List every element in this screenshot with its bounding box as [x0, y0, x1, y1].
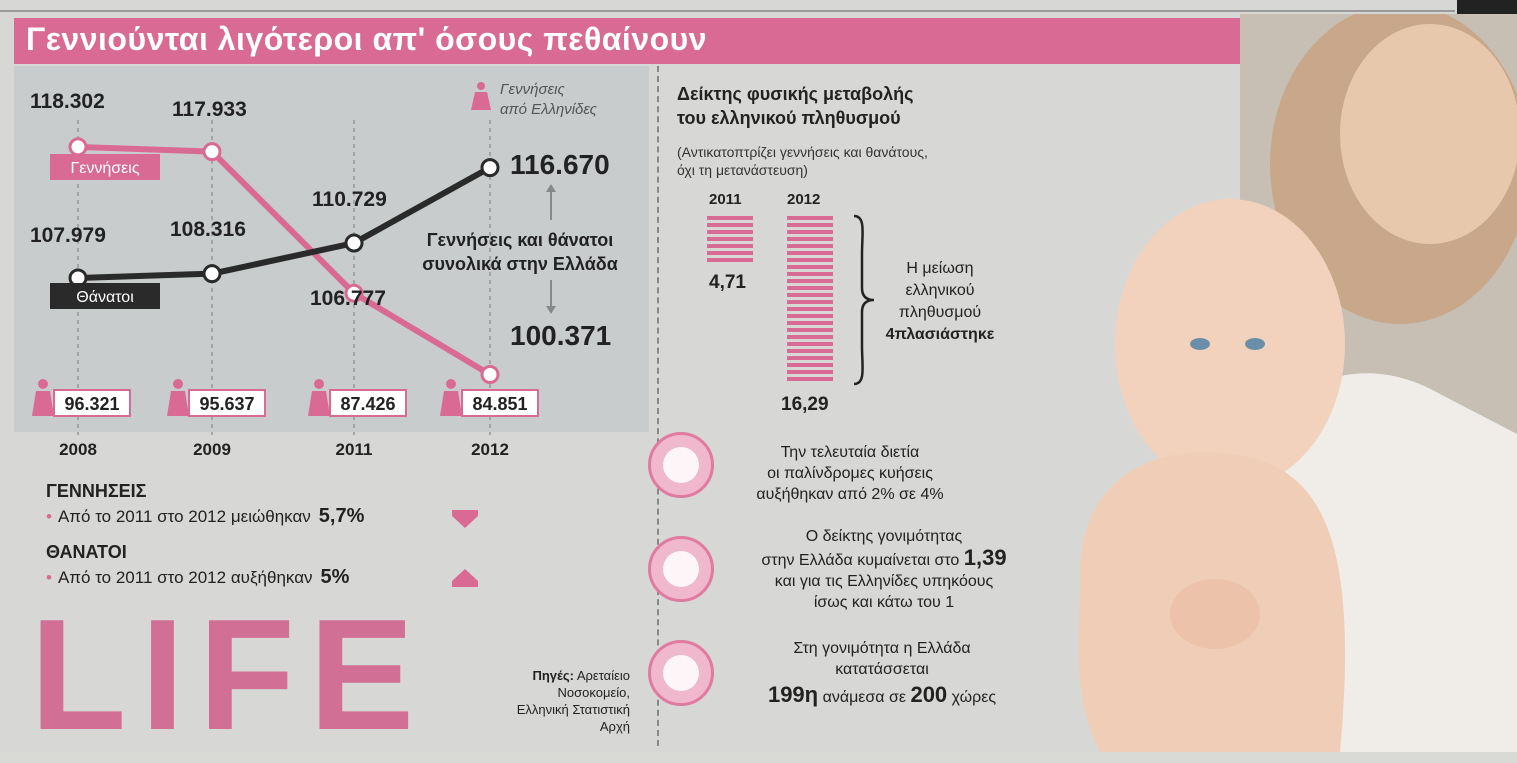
greek-births-value-2012: 84.851: [472, 394, 528, 414]
index-subtitle-line2: όχι τη μετανάστευση): [677, 162, 808, 178]
woman-icon-head-2012: [446, 379, 456, 389]
index-bar-stripe-2012: [787, 363, 833, 367]
index-bar-stripe-2012: [787, 342, 833, 346]
fact-1: [700, 442, 1000, 505]
column-separator: [657, 66, 659, 746]
index-bar-stripe-2011: [707, 244, 753, 248]
greek-births-value-2008: 96.321: [64, 394, 120, 414]
data-label-births-2009: 117.933: [172, 98, 247, 121]
index-bar-stripe-2012: [787, 216, 833, 220]
sources-label: Πηγές:: [532, 668, 574, 683]
index-bar-stripe-2012: [787, 244, 833, 248]
births-change: [46, 505, 364, 528]
fact-3-line2: κατατάσσεται: [835, 661, 929, 678]
fact-3: [722, 638, 1042, 708]
brace-line1: Η μείωση: [906, 260, 974, 277]
x-tick-2009: 2009: [193, 440, 231, 459]
fact-2: [714, 526, 1054, 613]
data-point-births-2009: [204, 144, 220, 160]
countries-count: 200: [910, 682, 948, 707]
sources-note: [450, 667, 630, 735]
curly-brace: [848, 214, 878, 386]
brace-line2: ελληνικού: [905, 282, 975, 299]
index-bar-stripe-2012: [787, 370, 833, 374]
fact-2-line1: Ο δείκτης γονιμότητας: [805, 528, 963, 545]
births-tag: Γεννήσεις: [70, 160, 140, 177]
deaths-tag: Θάνατοι: [76, 289, 134, 306]
x-tick-2011: 2011: [335, 440, 373, 459]
annotation-line1: Γεννήσεις και θάνατοι: [426, 230, 614, 250]
woman-icon-head-2008: [38, 379, 48, 389]
bullet-dot: •: [46, 568, 52, 587]
data-label-deaths-2011: 110.729: [312, 188, 387, 211]
index-bar-stripe-2012: [787, 349, 833, 353]
births-change-pct: 5,7%: [318, 505, 365, 527]
greek-births-value-2009: 95.637: [199, 394, 255, 414]
mother-baby-photo: [1040, 14, 1517, 752]
bar-value-2011: 4,71: [709, 272, 746, 293]
annotation-arrowhead-up: [546, 184, 556, 192]
x-tick-2008: 2008: [59, 440, 97, 459]
index-bar-stripe-2012: [787, 328, 833, 332]
women-legend-line2: από Ελληνίδες: [500, 101, 597, 118]
index-subtitle-line1: (Αντικατοπτρίζει γεννήσεις και θανάτους,: [677, 144, 928, 160]
index-bar-stripe-2011: [707, 223, 753, 227]
women-legend-line1: Γεννήσεις: [500, 81, 565, 98]
pacifier-icon: [648, 536, 714, 602]
data-point-births-2012: [482, 367, 498, 383]
births-change-text: Από το 2011 στο 2012 μειώθηκαν: [57, 507, 311, 526]
page-title: Γεννιούνται λιγότεροι απ' όσους πεθαίνουν: [26, 21, 708, 57]
data-point-deaths-2012: [482, 160, 498, 176]
deaths-change-pct: 5%: [320, 566, 350, 588]
sources-line3: Ελληνική Στατιστική: [516, 702, 630, 717]
index-bar-stripe-2012: [787, 377, 833, 381]
woman-icon-head-2009: [173, 379, 183, 389]
index-title-line1: Δείκτης φυσικής μεταβολής: [677, 84, 914, 104]
fact-3-text: ανάμεσα σε: [822, 689, 906, 706]
index-bar-stripe-2012: [787, 293, 833, 297]
x-tick-2012: 2012: [471, 440, 509, 459]
index-bar-stripe-2012: [787, 314, 833, 318]
sources-line2: Νοσοκομείο,: [557, 685, 630, 700]
index-bar-stripe-2012: [787, 223, 833, 227]
brace-line4: 4πλασιάστηκε: [885, 326, 995, 343]
deaths-heading: ΘΑΝΑΤΟΙ: [46, 542, 127, 562]
fact-3-line1: Στη γονιμότητα η Ελλάδα: [793, 640, 971, 657]
annotation-line2: συνολικά στην Ελλάδα: [422, 254, 618, 274]
bullet-dot: •: [46, 507, 52, 526]
data-label-births-2012: 100.371: [510, 320, 612, 351]
rank-value: 199η: [767, 682, 819, 707]
life-section-logo: LIFE: [30, 587, 429, 763]
index-bar-stripe-2012: [787, 286, 833, 290]
brace-line3: πληθυσμού: [898, 304, 982, 321]
woman-legend-icon-body: [471, 92, 491, 110]
index-bar-stripe-2012: [787, 258, 833, 262]
data-label-deaths-2009: 108.316: [170, 218, 246, 241]
fact-2-line2-text: στην Ελλάδα κυμαίνεται στο: [761, 552, 960, 569]
footprint-icon: [648, 640, 714, 706]
index-bar-stripe-2012: [787, 265, 833, 269]
fact-1-line1: Την τελευταία διετία: [780, 444, 920, 461]
corner-mark: [1457, 0, 1517, 14]
sources-line1: Αρεταίειο: [576, 668, 630, 683]
annotation-arrowhead-down: [546, 306, 556, 314]
index-bar-stripe-2011: [707, 251, 753, 255]
index-bar-stripe-2012: [787, 356, 833, 360]
fact-2-line3: και για τις Ελληνίδες υπηκόους: [774, 573, 994, 590]
data-label-deaths-2012: 116.670: [510, 149, 610, 180]
index-subtitle: [677, 143, 928, 179]
woman-icon-body-2012: [440, 391, 462, 416]
index-bar-stripe-2012: [787, 335, 833, 339]
fact-1-line3: αυξήθηκαν από 2% σε 4%: [756, 486, 944, 503]
data-label-deaths-2008: 107.979: [30, 224, 106, 247]
data-point-births-2008: [70, 139, 86, 155]
fact-3-line3: [722, 684, 1042, 708]
sources-line4: Αρχή: [599, 719, 630, 734]
down-arrow-icon: [448, 508, 482, 530]
woman-icon-body-2008: [32, 391, 54, 416]
index-bar-stripe-2012: [787, 237, 833, 241]
index-bar-stripe-2012: [787, 272, 833, 276]
bar-value-2012: 16,29: [781, 394, 829, 415]
fact-3-text-end: χώρες: [951, 689, 997, 706]
woman-legend-icon-head: [477, 82, 485, 90]
data-point-deaths-2011: [346, 235, 362, 251]
births-heading: ΓΕΝΝΗΣΕΙΣ: [46, 481, 147, 501]
index-title: [677, 82, 913, 130]
up-arrow-icon: [448, 567, 482, 589]
index-bar-stripe-2012: [787, 300, 833, 304]
greek-births-value-2011: 87.426: [340, 394, 396, 414]
data-point-deaths-2009: [204, 266, 220, 282]
bar-year-2012: 2012: [787, 191, 821, 208]
index-bar-stripe-2011: [707, 258, 753, 262]
fertility-rate: 1,39: [963, 545, 1007, 570]
births-deaths-chart: [0, 0, 660, 470]
index-bar-stripe-2012: [787, 279, 833, 283]
bar-year-2011: 2011: [709, 191, 742, 208]
index-bar-stripe-2011: [707, 230, 753, 234]
index-bar-stripe-2012: [787, 321, 833, 325]
index-bar-stripe-2012: [787, 230, 833, 234]
index-bar-stripe-2011: [707, 216, 753, 220]
deaths-change-text: Από το 2011 στο 2012 αυξήθηκαν: [57, 568, 313, 587]
data-label-births-2011: 106.777: [310, 287, 386, 310]
fact-1-line2: οι παλίνδρομες κυήσεις: [767, 465, 933, 482]
woman-icon-body-2009: [167, 391, 189, 416]
fact-2-line4: ίσως και κάτω του 1: [813, 594, 955, 611]
data-label-births-2008: 118.302: [30, 90, 105, 113]
index-bar-stripe-2012: [787, 251, 833, 255]
index-title-line2: του ελληνικού πληθυσμού: [677, 108, 901, 128]
fact-2-line2: [714, 547, 1054, 571]
deaths-change: [46, 566, 349, 589]
index-bar-stripe-2011: [707, 237, 753, 241]
index-bar-stripe-2012: [787, 307, 833, 311]
woman-icon-body-2011: [308, 391, 330, 416]
brace-caption: [885, 258, 995, 346]
woman-icon-head-2011: [314, 379, 324, 389]
